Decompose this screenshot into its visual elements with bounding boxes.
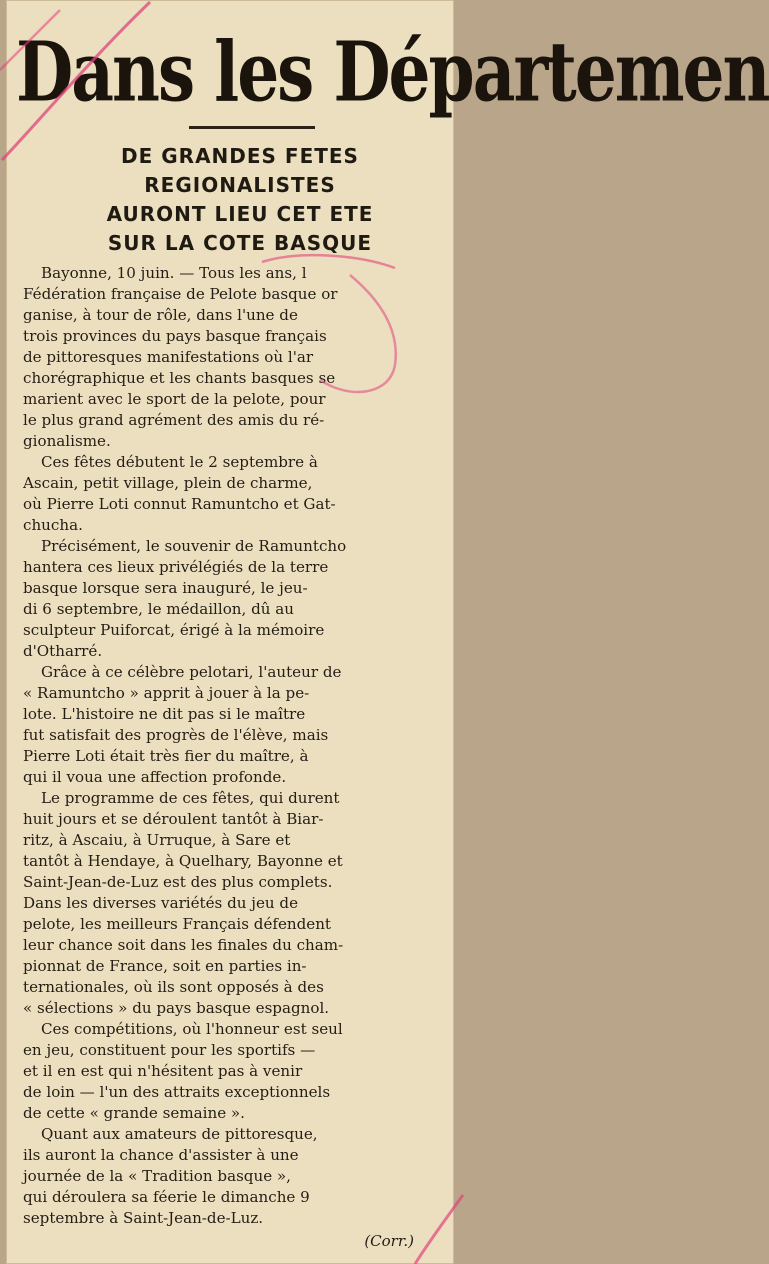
article-title-line: DE GRANDES FETES	[121, 144, 359, 168]
newspaper-clipping	[6, 0, 769, 1264]
article-line: septembre à Saint-Jean-de-Luz.	[23, 1209, 264, 1227]
article-line: leur chance soit dans les finales du cham-	[23, 936, 344, 954]
article-line: Pierre Loti était très fier du maître, à	[23, 747, 309, 765]
article-line: chucha.	[23, 516, 83, 534]
article-line: « sélections » du pays basque espagnol.	[23, 999, 330, 1017]
article-line: Saint-Jean-de-Luz est des plus complets.	[23, 873, 333, 891]
article-title-line: SUR LA COTE BASQUE	[107, 231, 373, 255]
article-line: Ces fêtes débutent le 2 septembre à	[41, 453, 318, 471]
article-line: Bayonne, 10 juin. — Tous les ans, l	[41, 264, 307, 282]
article-line: Ces compétitions, où l'honneur est seul	[41, 1020, 343, 1038]
article-line: ritz, à Ascaiu, à Urruque, à Sare et	[23, 831, 291, 849]
article-paragraph	[23, 536, 453, 662]
byline-signature: (Corr.)	[364, 1232, 414, 1250]
article-paragraph	[23, 1124, 453, 1229]
article-line: ils auront la chance d'assister à une	[23, 1146, 299, 1164]
article-body	[23, 263, 453, 1229]
article-paragraph	[23, 263, 453, 452]
article-line: Le programme de ces fêtes, qui durent	[41, 789, 340, 807]
article-line: Grâce à ce célèbre pelotari, l'auteur de	[41, 663, 342, 681]
article-line: fut satisfait des progrès de l'élève, mais	[23, 726, 329, 744]
headline-rule	[189, 126, 315, 129]
article-line: huit jours et se déroulent tantôt à Biar-	[23, 810, 324, 828]
article-line: lote. L'histoire ne dit pas si le maître	[23, 705, 306, 723]
article-line: « Ramuntcho » apprit à jouer à la pe-	[23, 684, 310, 702]
article-line: qui déroulera sa féerie le dimanche 9	[23, 1188, 310, 1206]
article-line: Précisément, le souvenir de Ramuntcho	[41, 537, 347, 555]
article-line: Dans les diverses variétés du jeu de	[23, 894, 299, 912]
article-line: de pittoresques manifestations où l'ar	[23, 348, 314, 366]
article-paragraph	[23, 788, 453, 1019]
article-line: en jeu, constituent pour les sportifs —	[23, 1041, 316, 1059]
article-title-line: REGIONALISTES	[144, 173, 336, 197]
article-title-line: AURONT LIEU CET ETE	[106, 202, 374, 226]
article-line: pionnat de France, soit en parties in-	[23, 957, 307, 975]
article-line: ternationales, où ils sont opposés à des	[23, 978, 324, 996]
article-line: pelote, les meilleurs Français défendent	[23, 915, 331, 933]
article-line: le plus grand agrément des amis du ré-	[23, 411, 325, 429]
article-line: d'Otharré.	[23, 642, 103, 660]
article-line: journée de la « Tradition basque »,	[23, 1167, 291, 1185]
section-headline: Dans les Départemen	[16, 22, 769, 121]
article-line: gionalisme.	[23, 432, 111, 450]
article-line: chorégraphique et les chants basques se	[23, 369, 336, 387]
article-paragraph	[23, 1019, 453, 1124]
article-line: tantôt à Hendaye, à Quelhary, Bayonne et	[23, 852, 343, 870]
article-line: trois provinces du pays basque français	[23, 327, 327, 345]
article-line: hantera ces lieux privélégiés de la terre	[23, 558, 329, 576]
article-line: Ascain, petit village, plein de charme,	[23, 474, 313, 492]
article-line: di 6 septembre, le médaillon, dû au	[23, 600, 294, 618]
article-line: de cette « grande semaine ».	[23, 1104, 245, 1122]
article-paragraph	[23, 452, 453, 536]
article-line: marient avec le sport de la pelote, pour	[23, 390, 326, 408]
article-line: basque lorsque sera inauguré, le jeu-	[23, 579, 308, 597]
article-line: qui il voua une affection profonde.	[23, 768, 287, 786]
article-line: Fédération française de Pelote basque or	[23, 285, 338, 303]
article-title	[36, 142, 444, 258]
article-line: Quant aux amateurs de pittoresque,	[41, 1125, 318, 1143]
article-line: ganise, à tour de rôle, dans l'une de	[23, 306, 298, 324]
article-paragraph	[23, 662, 453, 788]
article-line: où Pierre Loti connut Ramuntcho et Gat-	[23, 495, 336, 513]
article-line: sculpteur Puiforcat, érigé à la mémoire	[23, 621, 325, 639]
article-line: et il en est qui n'hésitent pas à venir	[23, 1062, 303, 1080]
article-line: de loin — l'un des attraits exceptionnels	[23, 1083, 331, 1101]
